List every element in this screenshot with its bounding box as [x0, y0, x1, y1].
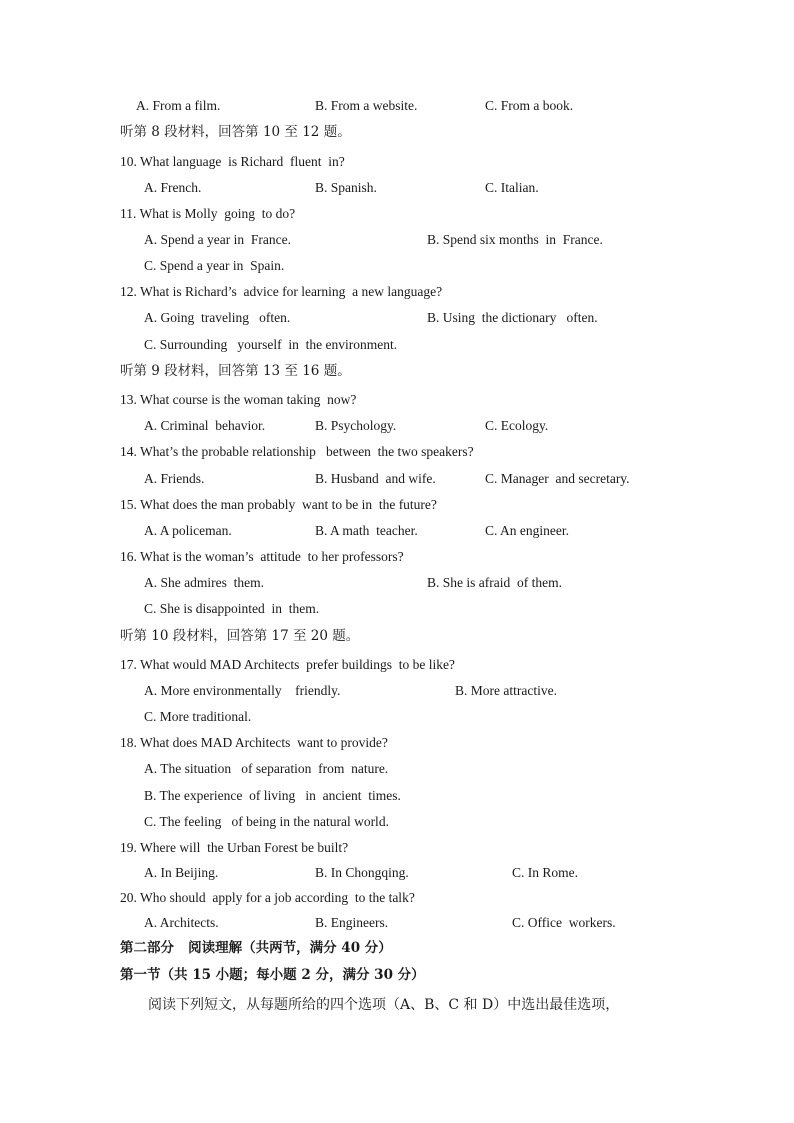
q19-question: 19. Where will the Urban Forest be built? — [120, 840, 349, 855]
q11-option-a: A. Spend a year in France. — [144, 232, 291, 247]
q11-option-c: C. Spend a year in Spain. — [144, 258, 285, 273]
q10-option-a: A. French. — [144, 180, 202, 195]
q14-option-c: C. Manager and secretary. — [485, 471, 630, 486]
q9-option-b: B. From a website. — [315, 98, 418, 113]
q18-option-a: A. The situation of separation from nature. — [144, 761, 389, 776]
q17-option-c: C. More traditional. — [144, 709, 252, 724]
q17-option-a: A. More environmentally friendly. — [144, 683, 341, 698]
q15-option-a: A. A policeman. — [144, 523, 232, 538]
q16-option-c: C. She is disappointed in them. — [144, 601, 320, 616]
part-2-heading: 第二部分 阅读理解（共两节，满分 40 分） — [120, 940, 392, 956]
section-10-heading: 听第 10 段材料，回答第 17 至 20 题。 — [120, 628, 360, 644]
q19-option-c: C. In Rome. — [512, 865, 578, 880]
q15-option-b: B. A math teacher. — [315, 523, 418, 538]
q12-option-a: A. Going traveling often. — [144, 310, 291, 325]
q14-option-a: A. Friends. — [144, 471, 205, 486]
q17-question: 17. What would MAD Architects prefer buildings to be like? — [120, 657, 455, 672]
q13-option-c: C. Ecology. — [485, 418, 549, 433]
q15-question: 15. What does the man probably want to be in the future? — [120, 497, 437, 512]
q9-option-a: A. From a film. — [136, 98, 221, 113]
q20-option-a: A. Architects. — [144, 915, 219, 930]
q14-option-b: B. Husband and wife. — [315, 471, 436, 486]
q12-option-b: B. Using the dictionary often. — [427, 310, 598, 325]
q20-option-c: C. Office workers. — [512, 915, 616, 930]
q12-option-c: C. Surrounding yourself in the environment. — [144, 337, 398, 352]
q13-option-b: B. Psychology. — [315, 418, 397, 433]
q20-option-b: B. Engineers. — [315, 915, 389, 930]
q10-question: 10. What language is Richard fluent in? — [120, 154, 345, 169]
q18-option-c: C. The feeling of being in the natural world. — [144, 814, 389, 829]
q14-question: 14. What’s the probable relationship between the two speakers? — [120, 444, 474, 459]
section-8-heading: 听第 8 段材料，回答第 10 至 12 题。 — [120, 124, 351, 140]
q16-option-b: B. She is afraid of them. — [427, 575, 562, 590]
q12-question: 12. What is Richard’s advice for learning a new language? — [120, 284, 443, 299]
q18-option-b: B. The experience of living in ancient times. — [144, 788, 401, 803]
q18-question: 18. What does MAD Architects want to provide? — [120, 735, 388, 750]
q11-question: 11. What is Molly going to do? — [120, 206, 296, 221]
q19-option-b: B. In Chongqing. — [315, 865, 409, 880]
section-9-heading: 听第 9 段材料，回答第 13 至 16 题。 — [120, 363, 351, 379]
q16-question: 16. What is the woman’s attitude to her professors? — [120, 549, 404, 564]
q13-option-a: A. Criminal behavior. — [144, 418, 266, 433]
part-2-section-1-heading: 第一节（共 15 小题；每小题 2 分，满分 30 分） — [120, 967, 425, 983]
q15-option-c: C. An engineer. — [485, 523, 569, 538]
q11-option-b: B. Spend six months in France. — [427, 232, 603, 247]
q10-option-c: C. Italian. — [485, 180, 539, 195]
q9-option-c: C. From a book. — [485, 98, 574, 113]
q19-option-a: A. In Beijing. — [144, 865, 219, 880]
q17-option-b: B. More attractive. — [455, 683, 557, 698]
q20-question: 20. Who should apply for a job according to the talk? — [120, 890, 415, 905]
part-2-instructions: 阅读下列短文，从每题所给的四个选项（A、B、C 和 D）中选出最佳选项， — [148, 997, 620, 1013]
q16-option-a: A. She admires them. — [144, 575, 264, 590]
q13-question: 13. What course is the woman taking now? — [120, 392, 357, 407]
q10-option-b: B. Spanish. — [315, 180, 377, 195]
